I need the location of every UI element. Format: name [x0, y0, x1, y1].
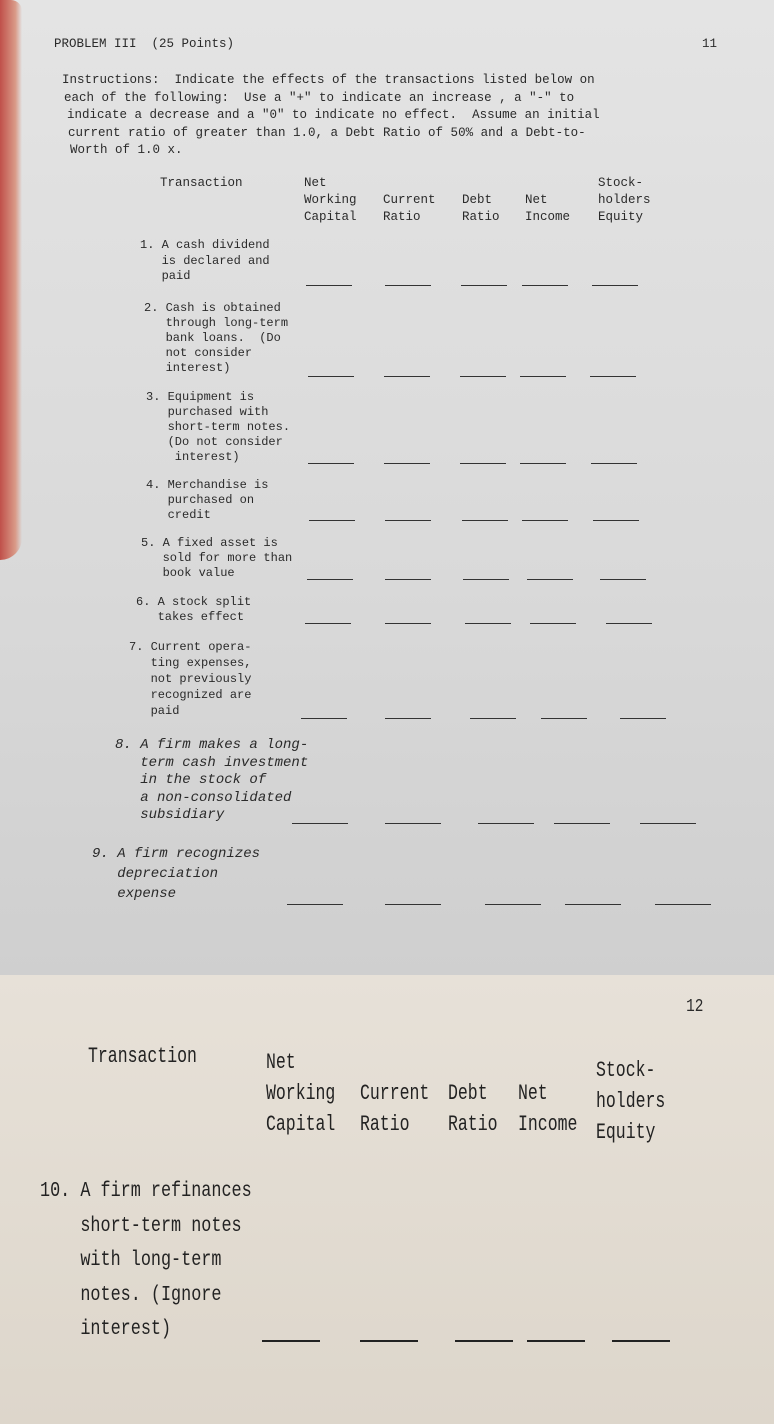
- answer-blank-current-ratio[interactable]: [385, 823, 441, 824]
- transaction-text: 4. Merchandise is: [146, 478, 269, 492]
- instruction-line: current ratio of greater than 1.0, a Debt Ratio of 50% and a Debt-to-: [68, 125, 586, 140]
- page-12: [0, 975, 774, 1424]
- answer-blank-stockholders-equity[interactable]: [592, 285, 638, 286]
- column-header: Stock- holders Equity: [598, 176, 651, 224]
- answer-blank-net-working-capital[interactable]: [301, 718, 347, 719]
- transaction-text: through long-term: [144, 316, 289, 330]
- answer-blank-net-income[interactable]: [541, 718, 587, 719]
- transaction-text: notes. (Ignore: [40, 1283, 222, 1307]
- transaction-text: expense: [92, 886, 177, 902]
- transaction-text: paid: [140, 269, 191, 283]
- column-header: Current Ratio: [383, 193, 436, 224]
- page-number: 12: [686, 997, 704, 1017]
- answer-blank-stockholders-equity[interactable]: [606, 623, 652, 624]
- answer-blank-net-income[interactable]: [527, 1340, 585, 1342]
- answer-blank-debt-ratio[interactable]: [460, 463, 506, 464]
- transaction-text: with long-term: [40, 1249, 222, 1272]
- transaction-text: 6. A stock split: [136, 595, 252, 609]
- answer-blank-debt-ratio[interactable]: [462, 520, 508, 521]
- transaction-text: (Do not consider: [146, 435, 283, 449]
- transaction-text: 10. A firm refinances: [40, 1180, 252, 1203]
- transaction-text: short-term notes: [40, 1214, 242, 1238]
- answer-blank-stockholders-equity[interactable]: [640, 823, 696, 824]
- instruction-line: Instructions: Indicate the effects of the transactions listed below on: [62, 73, 595, 87]
- header-transaction: Transaction: [160, 176, 243, 190]
- answer-blank-current-ratio[interactable]: [385, 285, 431, 286]
- answer-blank-current-ratio[interactable]: [384, 376, 430, 377]
- answer-blank-net-working-capital[interactable]: [308, 463, 354, 464]
- answer-blank-stockholders-equity[interactable]: [591, 463, 637, 464]
- answer-blank-current-ratio[interactable]: [385, 718, 431, 719]
- transaction-text: 7. Current opera-: [129, 640, 252, 654]
- column-header: Current Ratio: [360, 1081, 430, 1137]
- answer-blank-net-income[interactable]: [565, 904, 621, 905]
- answer-blank-net-working-capital[interactable]: [309, 520, 355, 521]
- instruction-line: Worth of 1.0 x.: [70, 143, 183, 157]
- answer-blank-net-income[interactable]: [554, 823, 610, 824]
- answer-blank-debt-ratio[interactable]: [461, 285, 507, 286]
- column-header: Debt Ratio: [462, 193, 500, 224]
- answer-blank-current-ratio[interactable]: [385, 579, 431, 580]
- transaction-text: 5. A fixed asset is: [141, 536, 278, 550]
- transaction-text: 3. Equipment is: [146, 390, 255, 404]
- transaction-text: purchased with: [146, 405, 269, 419]
- answer-blank-net-income[interactable]: [522, 520, 568, 521]
- transaction-text: is declared and: [140, 253, 270, 268]
- answer-blank-net-working-capital[interactable]: [308, 376, 354, 377]
- transaction-text: interest): [144, 361, 231, 375]
- problem-title: PROBLEM III (25 Points): [54, 37, 235, 51]
- transaction-text: in the stock of: [115, 772, 267, 788]
- instruction-line: each of the following: Use a "+" to indicate an increase , a "-" to: [64, 90, 575, 105]
- answer-blank-net-working-capital[interactable]: [292, 823, 348, 824]
- transaction-text: depreciation: [92, 866, 219, 882]
- transaction-text: sold for more than: [141, 551, 293, 565]
- answer-blank-net-working-capital[interactable]: [262, 1340, 320, 1342]
- column-header: Net Income: [525, 193, 571, 224]
- transaction-text: book value: [141, 566, 235, 580]
- transaction-text: interest): [146, 450, 240, 464]
- header-transaction: Transaction: [88, 1044, 197, 1069]
- answer-blank-stockholders-equity[interactable]: [612, 1340, 670, 1342]
- transaction-text: ting expenses,: [129, 656, 252, 670]
- column-header: Debt Ratio: [448, 1081, 498, 1137]
- transaction-text: recognized are: [129, 688, 252, 702]
- transaction-text: 9. A firm recognizes: [92, 846, 261, 862]
- answer-blank-net-income[interactable]: [520, 376, 566, 377]
- answer-blank-net-income[interactable]: [520, 463, 566, 464]
- answer-blank-debt-ratio[interactable]: [485, 904, 541, 905]
- column-header: Net Working Capital: [304, 176, 357, 224]
- answer-blank-stockholders-equity[interactable]: [620, 718, 666, 719]
- transaction-text: purchased on: [146, 493, 255, 507]
- answer-blank-current-ratio[interactable]: [385, 520, 431, 521]
- transaction-text: short-term notes.: [146, 420, 291, 434]
- answer-blank-stockholders-equity[interactable]: [655, 904, 711, 905]
- answer-blank-net-working-capital[interactable]: [287, 904, 343, 905]
- answer-blank-debt-ratio[interactable]: [460, 376, 506, 377]
- answer-blank-net-income[interactable]: [522, 285, 568, 286]
- transaction-text: subsidiary: [115, 807, 225, 823]
- page-number: 11: [702, 37, 718, 51]
- transaction-text: credit: [146, 508, 211, 522]
- transaction-text: 2. Cash is obtained: [144, 301, 281, 315]
- thumb-shadow: [0, 0, 22, 560]
- answer-blank-debt-ratio[interactable]: [470, 718, 516, 719]
- answer-blank-stockholders-equity[interactable]: [590, 376, 636, 377]
- transaction-text: 8. A firm makes a long-: [115, 737, 309, 753]
- transaction-text: takes effect: [136, 610, 245, 624]
- transaction-text: a non-consolidated: [115, 789, 292, 806]
- transaction-text: bank loans. (Do: [144, 331, 281, 345]
- answer-blank-debt-ratio[interactable]: [463, 579, 509, 580]
- column-header: Stock- holders Equity: [596, 1058, 666, 1145]
- answer-blank-net-working-capital[interactable]: [305, 623, 351, 624]
- answer-blank-debt-ratio[interactable]: [478, 823, 534, 824]
- answer-blank-stockholders-equity[interactable]: [600, 579, 646, 580]
- answer-blank-current-ratio[interactable]: [360, 1340, 418, 1342]
- transaction-text: not consider: [144, 346, 253, 360]
- transaction-text: 1. A cash dividend: [140, 238, 270, 252]
- answer-blank-net-working-capital[interactable]: [307, 579, 353, 580]
- answer-blank-debt-ratio[interactable]: [465, 623, 511, 624]
- transaction-text: paid: [129, 704, 180, 718]
- transaction-text: term cash investment: [115, 754, 309, 771]
- answer-blank-net-income[interactable]: [527, 579, 573, 580]
- answer-blank-net-working-capital[interactable]: [306, 285, 352, 286]
- column-header: Net Working Capital: [266, 1050, 336, 1137]
- answer-blank-stockholders-equity[interactable]: [593, 520, 639, 521]
- answer-blank-current-ratio[interactable]: [384, 463, 430, 464]
- answer-blank-debt-ratio[interactable]: [455, 1340, 513, 1342]
- column-header: Net Income: [518, 1081, 578, 1137]
- answer-blank-current-ratio[interactable]: [385, 623, 431, 624]
- transaction-text: not previously: [129, 672, 252, 686]
- answer-blank-current-ratio[interactable]: [385, 904, 441, 905]
- answer-blank-net-income[interactable]: [530, 623, 576, 624]
- instruction-line: indicate a decrease and a "0" to indicate no effect. Assume an initial: [67, 108, 600, 122]
- transaction-text: interest): [40, 1318, 172, 1341]
